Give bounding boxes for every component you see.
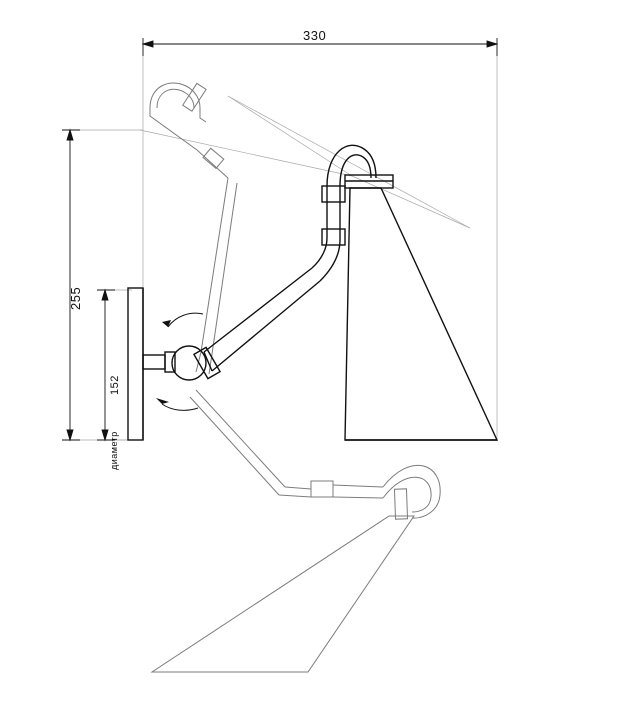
dimension-height	[62, 130, 80, 440]
dimension-label-height: 255	[68, 286, 83, 310]
wall-plate	[128, 288, 143, 440]
rotation-arrows	[156, 313, 203, 410]
dimension-label-diameter-value: 152	[109, 375, 121, 395]
main-lamp	[128, 145, 497, 440]
construction-lines	[62, 55, 497, 440]
ball-joint-stub	[143, 352, 175, 372]
ghost-lamp-upper	[150, 83, 237, 374]
top-hook	[327, 145, 376, 186]
dimension-label-width: 330	[303, 28, 327, 43]
shade-collar	[345, 175, 393, 188]
dimension-lines	[62, 38, 497, 440]
ghost-lamp-lower	[152, 390, 440, 672]
lamp-shade	[345, 188, 497, 440]
upper-arm	[322, 186, 345, 245]
dimension-diameter	[97, 290, 115, 440]
dimension-label-diameter-prefix: диаметр	[109, 431, 119, 470]
lower-arm	[204, 268, 320, 371]
